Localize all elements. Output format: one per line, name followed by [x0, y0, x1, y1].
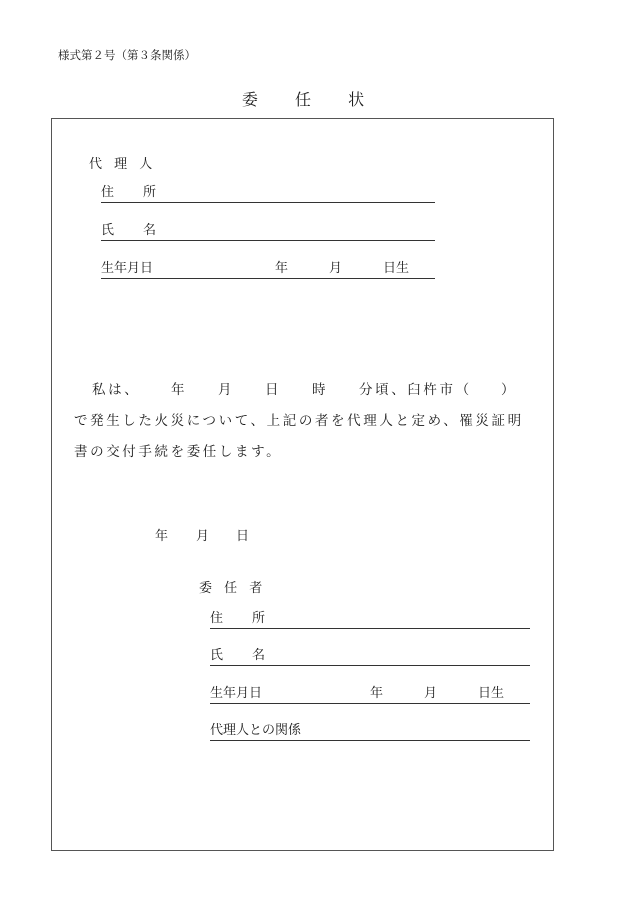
principal-birthdate-label: 生年月日 — [210, 686, 263, 701]
statement-minute-place: 分頃、臼杵市（ — [359, 382, 472, 398]
statement-line-3: 書の交付手続を委任します。 — [74, 444, 283, 460]
statement-year: 年 — [171, 382, 188, 398]
principal-name-field[interactable] — [210, 646, 530, 666]
statement-day: 日 — [265, 382, 282, 398]
principal-relation-label: 代理人との関係 — [210, 723, 302, 738]
title-char-1: 委 — [241, 90, 258, 109]
principal-birth-year: 年 — [370, 686, 384, 701]
agent-birth-day: 日生 — [383, 261, 410, 276]
agent-birthdate-field[interactable] — [101, 259, 435, 279]
form-number: 様式第２号（第３条関係） — [58, 48, 196, 62]
principal-birthdate-field[interactable] — [210, 684, 530, 704]
agent-address-label-2: 所 — [143, 185, 157, 200]
principal-address-label-2: 所 — [252, 611, 266, 626]
statement-prefix: 私は、 — [92, 382, 141, 398]
agent-birth-year: 年 — [275, 261, 289, 276]
date-year: 年 — [155, 529, 169, 544]
principal-heading: 委 任 者 — [199, 581, 267, 596]
statement-hour: 時 — [312, 382, 329, 398]
agent-name-field[interactable] — [101, 221, 435, 241]
agent-name-label-2: 名 — [143, 223, 157, 238]
date-month: 月 — [196, 529, 210, 544]
principal-relation-field[interactable] — [210, 721, 530, 741]
title-char-2: 任 — [294, 90, 311, 109]
agent-birthdate-label: 生年月日 — [101, 261, 154, 276]
principal-birth-month: 月 — [424, 686, 438, 701]
agent-heading: 代 理 人 — [89, 157, 157, 172]
principal-birth-day: 日生 — [478, 686, 505, 701]
principal-name-label-1: 氏 — [210, 648, 224, 663]
date-day: 日 — [236, 529, 250, 544]
principal-name-label-2: 名 — [252, 648, 266, 663]
agent-address-label-1: 住 — [101, 185, 115, 200]
principal-address-field[interactable] — [210, 609, 530, 629]
statement-line-2: で発生した火災について、上記の者を代理人と定め、罹災証明 — [74, 413, 524, 429]
agent-birth-month: 月 — [329, 261, 343, 276]
principal-address-label-1: 住 — [210, 611, 224, 626]
document-title — [0, 87, 606, 110]
statement-month: 月 — [218, 382, 235, 398]
statement-close-paren: ） — [501, 382, 518, 398]
title-char-3: 状 — [348, 90, 365, 109]
agent-name-label-1: 氏 — [101, 223, 115, 238]
agent-address-field[interactable] — [101, 183, 435, 203]
